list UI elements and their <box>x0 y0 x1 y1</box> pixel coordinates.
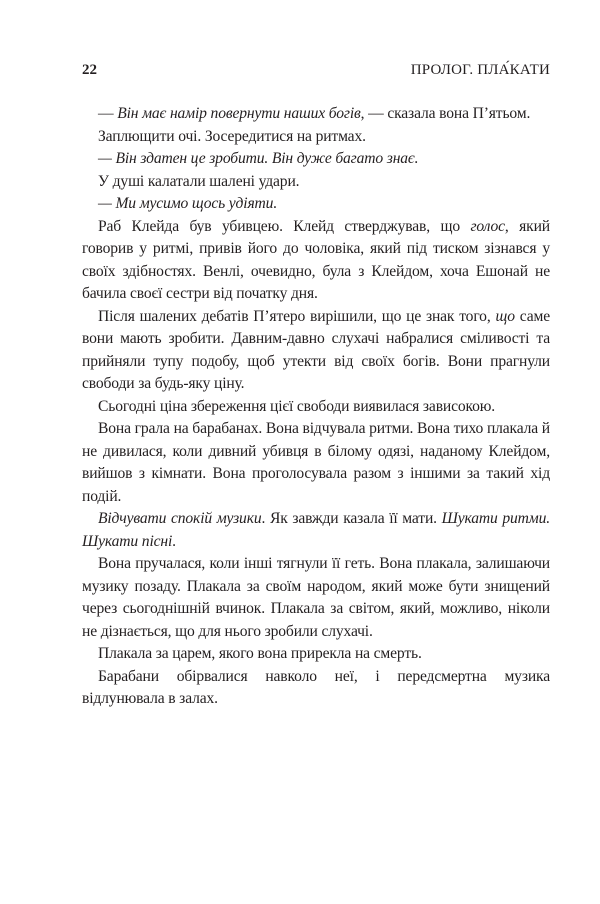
page-number: 22 <box>82 62 97 78</box>
italic-text-run: що <box>495 307 515 325</box>
paragraph <box>82 126 550 149</box>
text-run: Вона пручалася, коли інші тягнули її геть. Вона плакала, залишаючи музику позаду. Плакала за своїм народом, який може бути знищений через сьогоднішній вчинок. Плакала за світом, який, можливо, ніколи не дізнається, що для нього зробили слухачі. <box>82 555 550 640</box>
paragraph <box>82 193 550 216</box>
running-head: ПРОЛОГ. ПЛА́КАТИ <box>410 62 550 78</box>
text-run: Заплющити очі. Зосередитися на ритмах. <box>98 127 366 145</box>
paragraph <box>82 148 550 171</box>
page-header <box>82 62 550 84</box>
italic-text-run: голос <box>470 217 505 235</box>
text-run: Сьогодні ціна збереження цієї свободи виявилася зависокою. <box>98 397 496 415</box>
paragraph <box>82 553 550 643</box>
paragraph <box>82 666 550 711</box>
paragraph <box>82 643 550 666</box>
italic-text-run: Він має намір повернути наших богів <box>117 105 361 122</box>
text-run: . <box>172 532 176 550</box>
paragraph <box>82 418 550 508</box>
text-run: Плакала за царем, якого вона прирекла на смерть. <box>98 645 422 662</box>
italic-text-run: Відчувати спокій музики <box>98 510 262 527</box>
paragraph <box>82 103 550 126</box>
text-run: саме вони мають зробити. Давним-давно слухачі набралися сміливості та прийняли тупу подобу, щоб утекти від своїх богів. Вони прагнули свободи за будь-яку ціну. <box>82 307 550 392</box>
paragraph <box>82 396 550 419</box>
text-run: Барабани обірвалися навколо неї, і передсмертна музика відлунювала в залах. <box>82 667 550 707</box>
paragraph <box>82 216 550 306</box>
paragraph <box>82 508 550 553</box>
text-run: . Як завжди казала її мати. <box>261 510 442 527</box>
text-run: Вона грала на барабанах. Вона відчувала ритми. Вона тихо плакала й не дивилася, коли дивний убивця в білому одязі, наданому Клейдом, вийшов з кімнати. Вона проголосувала разом з іншими за такий хід подій. <box>82 420 550 505</box>
text-run: — <box>98 105 118 122</box>
body-text <box>82 103 550 711</box>
text-run: Раб Клейда був убивцею. Клейд стверджував, що <box>98 217 471 235</box>
text-run: , який говорив у ритмі, привів його до чоловіка, який під тиском зізнався у своїх здібностях. Венлі, очевидно, була з Клейдом, хоча Ешонай не бачила своєї сестри від початку дня. <box>82 217 550 302</box>
italic-text-run: — Він здатен це зробити. Він дуже багато знає. <box>98 150 419 167</box>
paragraph <box>82 306 550 396</box>
text-run: , — сказала вона П’ятьом. <box>360 105 531 122</box>
text-run: У душі калатали шалені удари. <box>98 172 300 190</box>
paragraph <box>82 171 550 194</box>
italic-text-run: — Ми мусимо щось удіяти. <box>98 195 278 212</box>
italic-text-run: Шукати ритми. Шукати пісні <box>82 510 550 550</box>
text-run: Після шалених дебатів П’ятеро вирішили, що це знак того, <box>98 307 496 325</box>
